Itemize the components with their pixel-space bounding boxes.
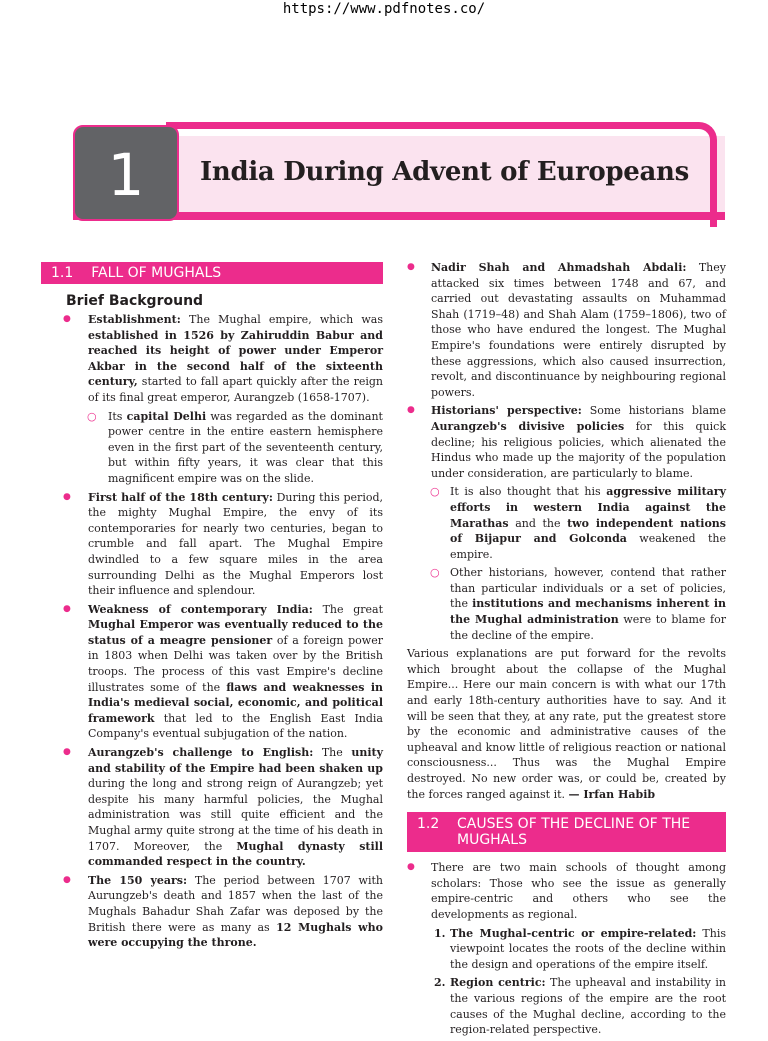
bullet-lead: Establishment:	[88, 313, 181, 326]
emphasis: Aurangzeb's divisive policies	[431, 419, 625, 433]
numbered-item-2	[407, 975, 726, 1037]
text: The period between 1707 with Aurungzeb's death and 1857 when the last of the Mughals Bahadur Shah Zafar was deposed by the British there were as many as	[88, 873, 383, 934]
chapter-number: 1	[73, 125, 179, 221]
text: During this period, the mighty Mughal Empire, the envy of its contemporaries for nearly two centuries, began to crumble and fall apart. The Mughal Empire dwindled to a few square miles in the area surrounding Delhi as the Mughal Emperors lost their influence and splendour.	[88, 490, 383, 598]
section-title: FALL OF MUGHALS	[91, 265, 222, 281]
text: of a foreign power in 1803 when Delhi was taken over by the British troops. The process of this vast Empire's decline illustrates some of the	[88, 633, 383, 694]
subheading: Brief Background	[66, 293, 204, 309]
bullet-lead: Historians' perspective:	[431, 404, 582, 418]
sub-bullet-institutions	[407, 565, 726, 643]
bullet-establishment	[41, 312, 383, 406]
chapter-title: India During Advent of Europeans	[200, 157, 689, 187]
numbered-item-1	[407, 926, 726, 973]
sub-bullet-military	[407, 484, 726, 562]
text: for this quick decline; his religious policies, which alienated the Hindus who made up the majority of the population under consideration, are particularly to blame.	[431, 419, 726, 480]
bullet-historians	[407, 403, 726, 481]
bullet-lead: Aurangzeb's challenge to English:	[88, 746, 314, 760]
text: Other historians, however, contend that rather than particular individuals or a set of policies, the	[450, 566, 726, 611]
text: There are two main schools of thought among scholars: Those who see the issue as generally empire-centric and others who see the developments as regional.	[431, 861, 726, 921]
text: during the long and strong reign of Aurangzeb; yet despite his many harmful policies, the Mughal administration was still quite efficient and the Mughal army quite strong at the time of his death in 1707. Moreover, the	[88, 777, 383, 853]
bullet-lead: First half of the 18th century:	[88, 490, 273, 504]
item-lead: Region centric:	[450, 976, 546, 990]
bullet-lead: Weakness of contemporary India:	[88, 602, 313, 616]
bullet-weakness	[41, 602, 383, 742]
text: and the	[508, 516, 568, 530]
bullet-aurangzeb	[41, 745, 383, 870]
bullet-lead: The 150 years:	[88, 873, 188, 887]
bullet-150-years	[41, 873, 383, 951]
emphasis: two independent nations of Bijapur and Golconda	[450, 516, 726, 546]
text: was regarded as the dominant power centre in the entire eastern hemisphere even in the first part of the seventeenth century, but within fifty years, it was clear that this magnificent empire was on the slide.	[108, 409, 383, 485]
section-heading-1-1	[41, 262, 383, 284]
item-number: 2.	[434, 976, 446, 990]
bullet-nadir-shah	[407, 260, 726, 400]
emphasis: institutions and mechanisms inherent in the Mughal administration	[450, 597, 726, 627]
text: They attacked six times between 1748 and 67, and carried out devastating assaults on Muhammad Shah (1719–48) and Shah Alam (1759–1806), two of those who have endured the longest. The Mughal Empire's foundations were entirely disrupted by these aggressions, which also caused insurrection, revolt, and discontinuance by neighbouring regional powers.	[431, 261, 726, 399]
text: The great	[312, 602, 384, 616]
emphasis: Mughal dynasty still commanded respect in the country.	[88, 839, 383, 869]
emphasis: capital Delhi	[126, 409, 207, 423]
text: This viewpoint locates the roots of the decline within the design and operations of the empire itself.	[450, 926, 726, 971]
sub-bullet-capital	[41, 409, 383, 487]
text: that led to the English East India Company's eventual subjugation of the nation.	[88, 711, 383, 741]
text: It is also thought that his	[450, 485, 607, 499]
emphasis: Mughal Emperor was eventually reduced to the status of a meagre pensioner	[88, 618, 383, 647]
item-number: 1.	[434, 926, 446, 940]
quote-paragraph	[407, 646, 726, 802]
emphasis: established in 1526 by Zahiruddin Babur and reached its height of power under Emperor Akbar in the second half of the sixteenth century,	[88, 328, 383, 389]
section-title: CAUSES OF THE DECLINE OF THE MUGHALS	[457, 816, 691, 849]
text: Various explanations are put forward for the revolts which brought about the collapse of the Mughal Empire... Here our main concern is with what our 17th and early 18th-century authorities have to say. And it will be seen that they, at any rate, put the greatest store by the economic and administrative causes of the upheaval and know little of religious reaction or national consciousness... Thus was the Mughal Empire destroyed. No new order was, or could be, created by the forces ranged against it.	[407, 647, 726, 801]
text: The upheaval and instability in the various regions of the empire are the root causes of the Mughal decline, according to the region-related perspective.	[450, 976, 726, 1037]
section-number: 1.1	[51, 265, 74, 281]
text: The	[313, 746, 352, 760]
emphasis: flaws and weaknesses in India's medieval social, economic, and political framework	[88, 680, 383, 725]
source-url[interactable]: https://www.pdfnotes.co/	[282, 1, 486, 17]
left-column	[41, 262, 383, 954]
emphasis: aggressive military efforts in western India against the Marathas	[450, 485, 726, 530]
section-heading-1-2	[407, 812, 726, 852]
text: Some historians blame	[581, 404, 726, 418]
text: Its	[108, 409, 127, 423]
text: weakened the empire.	[450, 532, 727, 561]
emphasis: 12 Mughals who were occupying the throne.	[88, 920, 383, 950]
bullet-first-half	[41, 490, 383, 599]
section-number: 1.2	[417, 816, 440, 833]
text: were to blame for the decline of the empire.	[450, 613, 726, 642]
item-lead: The Mughal-centric or empire-related:	[450, 926, 697, 940]
bullet-schools	[407, 860, 726, 922]
text: started to fall apart quickly after the reign of its final great emperor, Aurangzeb (1658-1707).	[88, 375, 383, 404]
text: The Mughal empire, which was	[180, 313, 383, 326]
quote-author: — Irfan Habib	[568, 787, 656, 801]
right-column	[407, 260, 726, 1041]
emphasis: unity and stability of the Empire had been shaken up	[88, 746, 383, 775]
bullet-lead: Nadir Shah and Ahmadshah Abdali:	[431, 261, 687, 274]
